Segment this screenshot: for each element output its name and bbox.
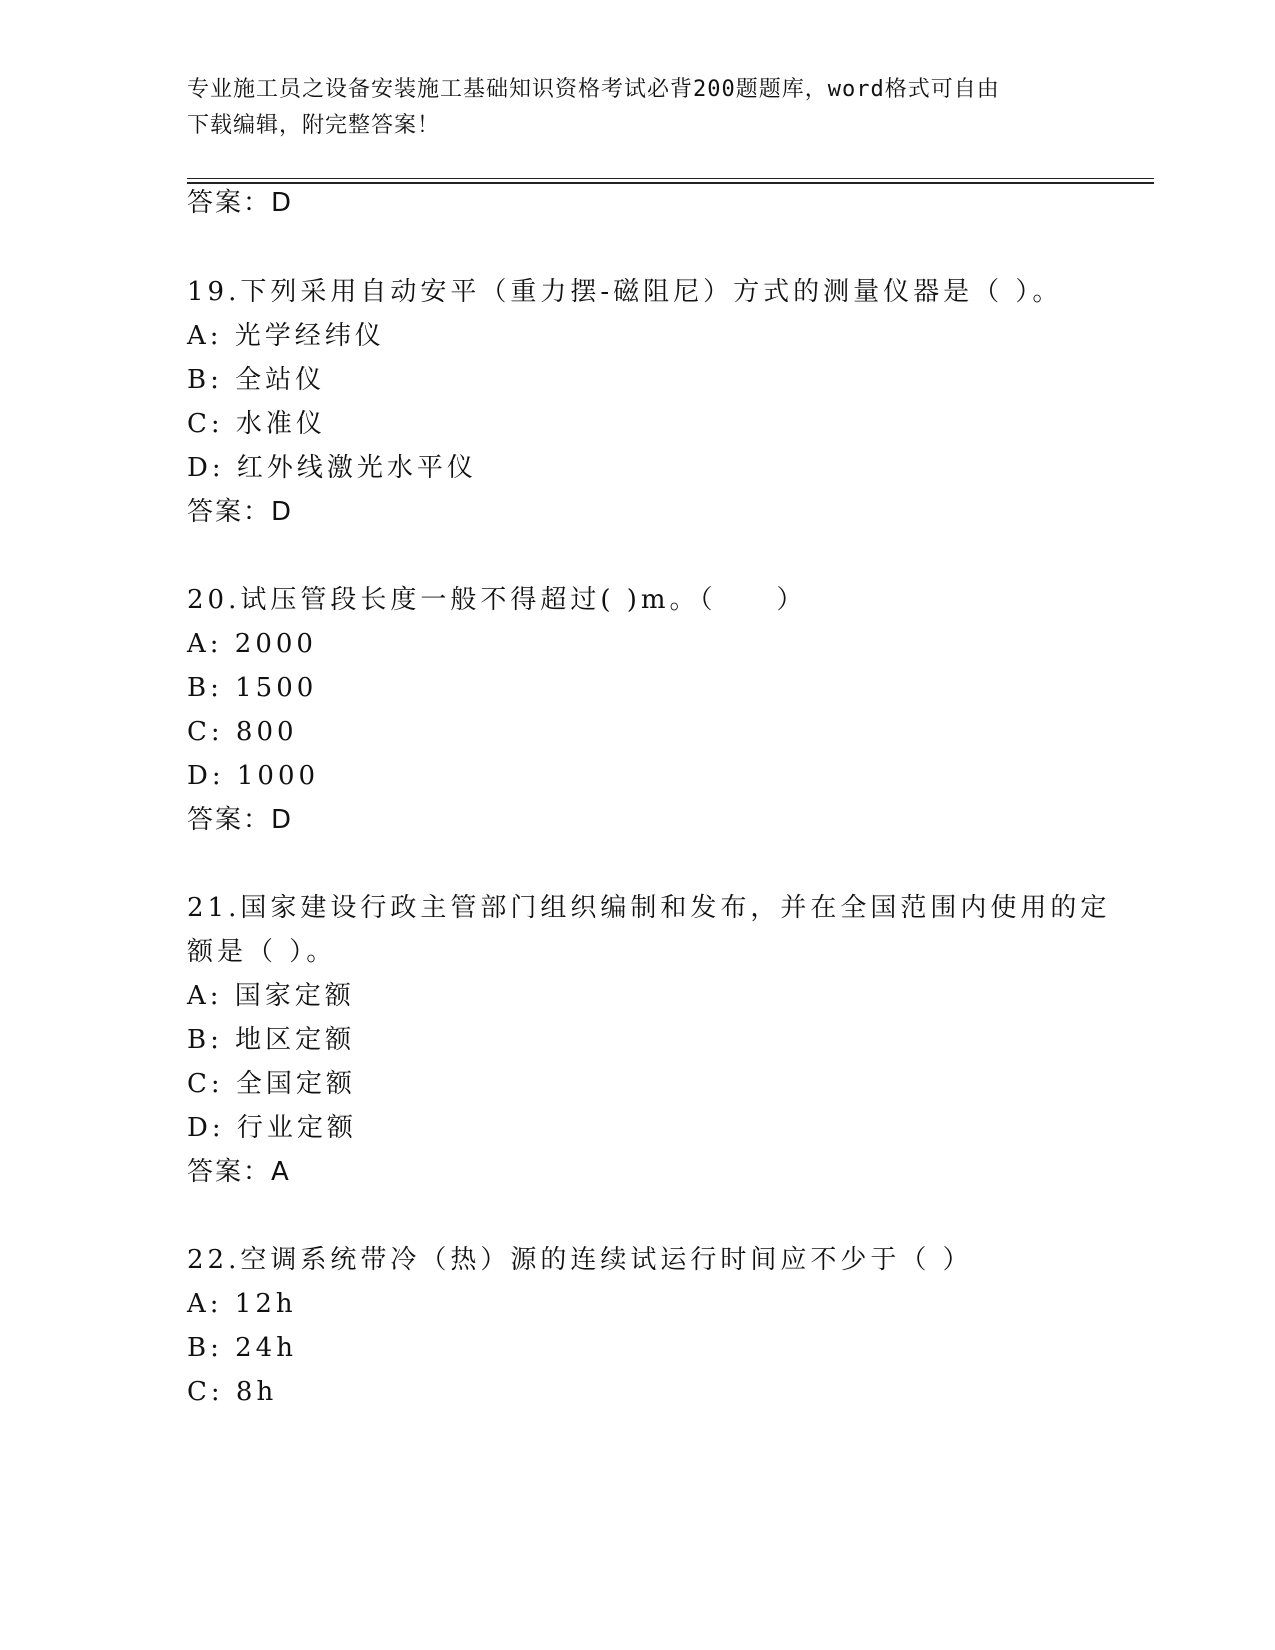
question-22-option-c: C: 8h	[187, 1377, 278, 1407]
question-21-option-d: D: 行业定额	[187, 1113, 357, 1143]
question-21-text-line-2: 额是（ ）。	[187, 937, 337, 967]
question-22-text: 22.空调系统带冷（热）源的连续试运行时间应不少于（ ）	[187, 1245, 973, 1275]
question-19-option-a: A: 光学经纬仪	[187, 321, 385, 351]
question-22-option-b: B: 24h	[187, 1333, 297, 1363]
document-header	[187, 72, 1087, 144]
question-19-answer: 答案：D	[187, 497, 294, 527]
question-21-option-c: C: 全国定额	[187, 1069, 356, 1099]
question-20-option-a: A: 2000	[187, 629, 317, 659]
header-line-1: 专业施工员之设备安装施工基础知识资格考试必背200题题库，word格式可自由	[187, 77, 1000, 102]
question-21-option-a: A: 国家定额	[187, 981, 355, 1011]
question-19-option-c: C: 水准仪	[187, 409, 326, 439]
previous-answer: 答案：D	[187, 188, 294, 218]
header-divider-top	[187, 178, 1154, 179]
question-20-option-c: C: 800	[187, 717, 298, 747]
question-20-option-b: B: 1500	[187, 673, 318, 703]
question-19-option-b: B: 全站仪	[187, 365, 326, 395]
question-21-option-b: B: 地区定额	[187, 1025, 356, 1055]
question-22-option-a: A: 12h	[187, 1289, 297, 1319]
question-20-answer: 答案：D	[187, 805, 294, 835]
question-19-text: 19.下列采用自动安平（重力摆-磁阻尼）方式的测量仪器是（ ）。	[187, 277, 1063, 307]
header-line-2: 下载编辑，附完整答案！	[187, 113, 441, 138]
header-divider-bottom	[187, 182, 1154, 184]
question-20-text: 20.试压管段长度一般不得超过( )m。（ ）	[187, 585, 807, 615]
question-21-answer: 答案：A	[187, 1157, 291, 1187]
question-20-option-d: D: 1000	[187, 761, 320, 791]
question-21-text-line-1: 21.国家建设行政主管部门组织编制和发布，并在全国范围内使用的定	[187, 893, 1111, 923]
question-19-option-d: D: 红外线激光水平仪	[187, 453, 477, 483]
